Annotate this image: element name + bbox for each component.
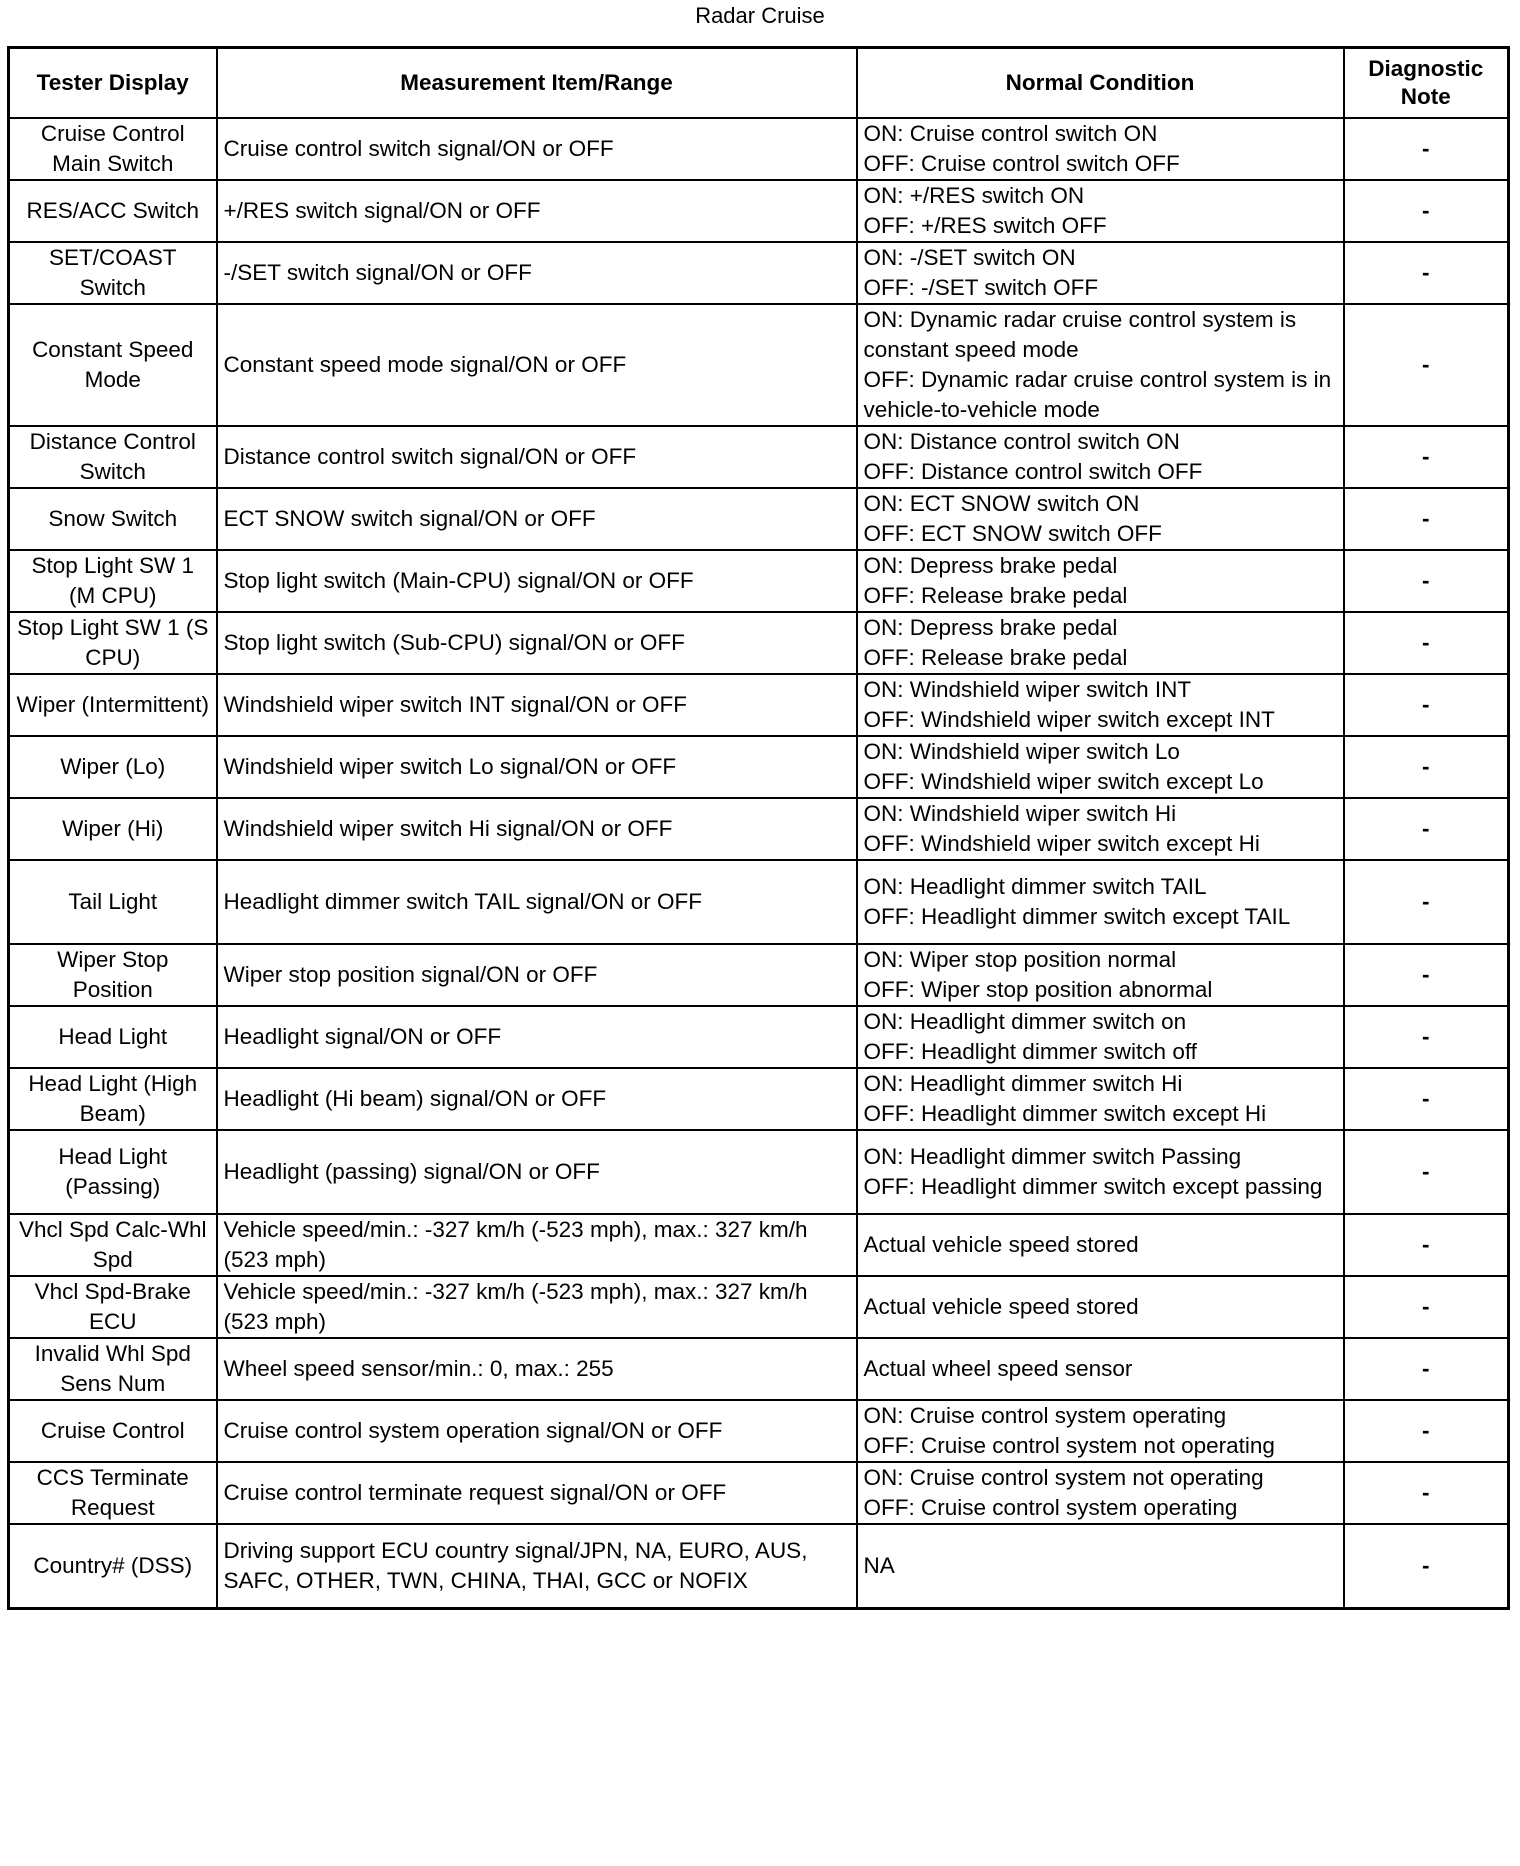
normal-condition-cell xyxy=(857,798,1344,860)
normal-condition-cell xyxy=(857,944,1344,1006)
tester-display-cell: Wiper (Lo) xyxy=(9,736,217,798)
condition-line: ON: Windshield wiper switch Lo xyxy=(863,739,1180,764)
condition-line: ON: +/RES switch ON xyxy=(863,183,1085,208)
measurement-cell: Constant speed mode signal/ON or OFF xyxy=(217,304,857,426)
measurement-cell: -/SET switch signal/ON or OFF xyxy=(217,242,857,304)
measurement-cell: ECT SNOW switch signal/ON or OFF xyxy=(217,488,857,550)
table-row xyxy=(9,426,1509,488)
diagnostic-note-cell: - xyxy=(1344,1338,1509,1400)
condition-line: ON: Headlight dimmer switch TAIL xyxy=(863,874,1207,899)
condition-line: OFF: ECT SNOW switch OFF xyxy=(863,521,1162,546)
diagnostic-note-cell: - xyxy=(1344,798,1509,860)
condition-line: OFF: Windshield wiper switch except Hi xyxy=(863,831,1260,856)
header-normal-condition: Normal Condition xyxy=(857,48,1344,119)
diagnostic-note-cell: - xyxy=(1344,1130,1509,1214)
condition-line: OFF: Dynamic radar cruise control system is in vehicle-to-vehicle mode xyxy=(863,367,1332,422)
normal-condition-cell xyxy=(857,118,1344,180)
tester-display-cell: Vhcl Spd-Brake ECU xyxy=(9,1276,217,1338)
table-row xyxy=(9,1338,1509,1400)
condition-line: ON: Headlight dimmer switch Passing xyxy=(863,1144,1242,1169)
normal-condition-cell xyxy=(857,736,1344,798)
measurement-cell: Windshield wiper switch INT signal/ON or OFF xyxy=(217,674,857,736)
tester-display-cell: SET/COAST Switch xyxy=(9,242,217,304)
diagnostic-note-cell: - xyxy=(1344,1276,1509,1338)
condition-line: OFF: Cruise control switch OFF xyxy=(863,151,1180,176)
normal-condition-cell xyxy=(857,488,1344,550)
measurement-cell: Wheel speed sensor/min.: 0, max.: 255 xyxy=(217,1338,857,1400)
measurement-cell: Headlight (Hi beam) signal/ON or OFF xyxy=(217,1068,857,1130)
tester-display-cell: Head Light xyxy=(9,1006,217,1068)
diagnostic-note-cell: - xyxy=(1344,1462,1509,1524)
diagnostic-note-cell: - xyxy=(1344,1400,1509,1462)
condition-line: ON: Distance control switch ON xyxy=(863,429,1180,454)
condition-line: ON: Cruise control system operating xyxy=(863,1403,1227,1428)
condition-line: OFF: Cruise control system not operating xyxy=(863,1433,1275,1458)
table-row xyxy=(9,1462,1509,1524)
condition-line: ON: Cruise control switch ON xyxy=(863,121,1158,146)
condition-line: OFF: +/RES switch OFF xyxy=(863,213,1107,238)
tester-display-cell: Cruise Control Main Switch xyxy=(9,118,217,180)
condition-line: ON: Depress brake pedal xyxy=(863,553,1118,578)
tester-display-cell: Stop Light SW 1 (M CPU) xyxy=(9,550,217,612)
condition-line: OFF: Cruise control system operating xyxy=(863,1495,1238,1520)
normal-condition-cell xyxy=(857,1130,1344,1214)
table-row xyxy=(9,304,1509,426)
normal-condition-cell xyxy=(857,426,1344,488)
table-row xyxy=(9,1130,1509,1214)
table-row xyxy=(9,1400,1509,1462)
condition-line: OFF: -/SET switch OFF xyxy=(863,275,1099,300)
condition-line: ON: ECT SNOW switch ON xyxy=(863,491,1140,516)
header-tester-display: Tester Display xyxy=(9,48,217,119)
table-row xyxy=(9,736,1509,798)
measurement-cell: Driving support ECU country signal/JPN, NA, EURO, AUS, SAFC, OTHER, TWN, CHINA, THAI, GCC or NOFIX xyxy=(217,1524,857,1608)
condition-line: Actual vehicle speed stored xyxy=(863,1294,1139,1319)
table-row xyxy=(9,550,1509,612)
measurement-cell: Headlight (passing) signal/ON or OFF xyxy=(217,1130,857,1214)
diagnostic-note-cell: - xyxy=(1344,860,1509,944)
header-diagnostic-note: Diagnostic Note xyxy=(1344,48,1509,119)
condition-line: OFF: Wiper stop position abnormal xyxy=(863,977,1213,1002)
table-row xyxy=(9,180,1509,242)
normal-condition-cell xyxy=(857,1462,1344,1524)
diagnostic-note-cell: - xyxy=(1344,674,1509,736)
table-row xyxy=(9,242,1509,304)
condition-line: Actual wheel speed sensor xyxy=(863,1356,1133,1381)
table-row xyxy=(9,1068,1509,1130)
tester-display-cell: Country# (DSS) xyxy=(9,1524,217,1608)
measurement-cell: Stop light switch (Sub-CPU) signal/ON or OFF xyxy=(217,612,857,674)
diagnostic-note-cell: - xyxy=(1344,1006,1509,1068)
normal-condition-cell xyxy=(857,1338,1344,1400)
condition-line: OFF: Release brake pedal xyxy=(863,645,1128,670)
condition-line: OFF: Distance control switch OFF xyxy=(863,459,1203,484)
tester-display-cell: Tail Light xyxy=(9,860,217,944)
table-row xyxy=(9,674,1509,736)
condition-line: OFF: Release brake pedal xyxy=(863,583,1128,608)
diagnostic-note-cell: - xyxy=(1344,488,1509,550)
table-row xyxy=(9,798,1509,860)
measurement-cell: Cruise control terminate request signal/ON or OFF xyxy=(217,1462,857,1524)
condition-line: OFF: Windshield wiper switch except Lo xyxy=(863,769,1264,794)
measurement-cell: Cruise control system operation signal/ON or OFF xyxy=(217,1400,857,1462)
diagnostic-note-cell: - xyxy=(1344,242,1509,304)
table-row xyxy=(9,1276,1509,1338)
diagnostic-note-cell: - xyxy=(1344,426,1509,488)
measurement-cell: Stop light switch (Main-CPU) signal/ON or OFF xyxy=(217,550,857,612)
tester-display-cell: Wiper (Hi) xyxy=(9,798,217,860)
measurement-cell: Cruise control switch signal/ON or OFF xyxy=(217,118,857,180)
diagnostic-note-cell: - xyxy=(1344,1214,1509,1276)
tester-display-cell: Constant Speed Mode xyxy=(9,304,217,426)
diagnostic-note-cell: - xyxy=(1344,1524,1509,1608)
measurement-cell: +/RES switch signal/ON or OFF xyxy=(217,180,857,242)
measurement-cell: Windshield wiper switch Lo signal/ON or OFF xyxy=(217,736,857,798)
condition-line: ON: -/SET switch ON xyxy=(863,245,1076,270)
condition-line: OFF: Headlight dimmer switch except TAIL xyxy=(863,904,1291,929)
tester-display-cell: Wiper Stop Position xyxy=(9,944,217,1006)
normal-condition-cell xyxy=(857,242,1344,304)
measurement-cell: Vehicle speed/min.: -327 km/h (-523 mph), max.: 327 km/h (523 mph) xyxy=(217,1214,857,1276)
diagnostic-table xyxy=(7,46,1510,1610)
condition-line: ON: Headlight dimmer switch Hi xyxy=(863,1071,1183,1096)
measurement-cell: Windshield wiper switch Hi signal/ON or OFF xyxy=(217,798,857,860)
header-row xyxy=(9,48,1509,119)
normal-condition-cell xyxy=(857,550,1344,612)
condition-line: ON: Headlight dimmer switch on xyxy=(863,1009,1187,1034)
diagnostic-note-cell: - xyxy=(1344,1068,1509,1130)
tester-display-cell: CCS Terminate Request xyxy=(9,1462,217,1524)
diagnostic-note-cell: - xyxy=(1344,612,1509,674)
normal-condition-cell xyxy=(857,860,1344,944)
diagnostic-note-cell: - xyxy=(1344,736,1509,798)
measurement-cell: Headlight signal/ON or OFF xyxy=(217,1006,857,1068)
normal-condition-cell xyxy=(857,1006,1344,1068)
tester-display-cell: Invalid Whl Spd Sens Num xyxy=(9,1338,217,1400)
table-body xyxy=(9,118,1509,1608)
diagnostic-note-cell: - xyxy=(1344,550,1509,612)
normal-condition-cell xyxy=(857,180,1344,242)
table-row xyxy=(9,1524,1509,1608)
condition-line: ON: Dynamic radar cruise control system is constant speed mode xyxy=(863,307,1297,362)
tester-display-cell: Wiper (Intermittent) xyxy=(9,674,217,736)
tester-display-cell: RES/ACC Switch xyxy=(9,180,217,242)
normal-condition-cell xyxy=(857,674,1344,736)
page-title: Radar Cruise xyxy=(695,3,825,28)
condition-line: ON: Cruise control system not operating xyxy=(863,1465,1264,1490)
table-row xyxy=(9,612,1509,674)
tester-display-cell: Distance Control Switch xyxy=(9,426,217,488)
condition-line: OFF: Windshield wiper switch except INT xyxy=(863,707,1275,732)
measurement-cell: Vehicle speed/min.: -327 km/h (-523 mph), max.: 327 km/h (523 mph) xyxy=(217,1276,857,1338)
condition-line: Actual vehicle speed stored xyxy=(863,1232,1139,1257)
table-row xyxy=(9,488,1509,550)
condition-line: ON: Windshield wiper switch INT xyxy=(863,677,1192,702)
condition-line: OFF: Headlight dimmer switch except passing xyxy=(863,1174,1323,1199)
tester-display-cell: Snow Switch xyxy=(9,488,217,550)
normal-condition-cell xyxy=(857,1068,1344,1130)
condition-line: OFF: Headlight dimmer switch except Hi xyxy=(863,1101,1267,1126)
measurement-cell: Wiper stop position signal/ON or OFF xyxy=(217,944,857,1006)
table-row xyxy=(9,1006,1509,1068)
table-row xyxy=(9,1214,1509,1276)
normal-condition-cell xyxy=(857,1524,1344,1608)
normal-condition-cell xyxy=(857,1400,1344,1462)
measurement-cell: Headlight dimmer switch TAIL signal/ON or OFF xyxy=(217,860,857,944)
normal-condition-cell xyxy=(857,1214,1344,1276)
normal-condition-cell xyxy=(857,304,1344,426)
tester-display-cell: Head Light (Passing) xyxy=(9,1130,217,1214)
tester-display-cell: Vhcl Spd Calc-Whl Spd xyxy=(9,1214,217,1276)
measurement-cell: Distance control switch signal/ON or OFF xyxy=(217,426,857,488)
header-measurement: Measurement Item/Range xyxy=(217,48,857,119)
table-row xyxy=(9,860,1509,944)
condition-line: ON: Wiper stop position normal xyxy=(863,947,1177,972)
condition-line: OFF: Headlight dimmer switch off xyxy=(863,1039,1197,1064)
diagnostic-note-cell: - xyxy=(1344,180,1509,242)
tester-display-cell: Cruise Control xyxy=(9,1400,217,1462)
normal-condition-cell xyxy=(857,1276,1344,1338)
diagnostic-note-cell: - xyxy=(1344,944,1509,1006)
normal-condition-cell xyxy=(857,612,1344,674)
diagnostic-note-cell: - xyxy=(1344,304,1509,426)
condition-line: ON: Depress brake pedal xyxy=(863,615,1118,640)
tester-display-cell: Head Light (High Beam) xyxy=(9,1068,217,1130)
condition-line: NA xyxy=(863,1552,895,1578)
tester-display-cell: Stop Light SW 1 (S CPU) xyxy=(9,612,217,674)
condition-line: ON: Windshield wiper switch Hi xyxy=(863,801,1177,826)
table-row xyxy=(9,944,1509,1006)
table-row xyxy=(9,118,1509,180)
diagnostic-note-cell: - xyxy=(1344,118,1509,180)
